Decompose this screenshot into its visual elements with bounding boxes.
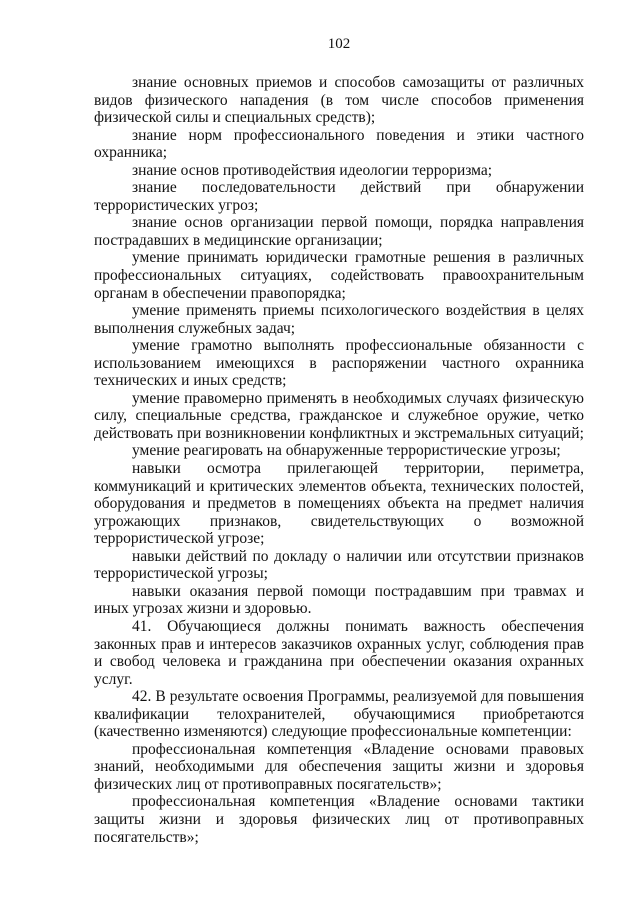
paragraph-competence-tactics: профессиональная компетенция «Владение основами тактики защиты жизни и здоровья физических лиц от противоправных посягательств»; — [94, 793, 584, 846]
paragraph-psychological-influence: умение применять приемы психологического воздействия в целях выполнения служебных задач; — [94, 302, 584, 337]
page-number: 102 — [327, 36, 351, 52]
paragraph-section-41: 41. Обучающиеся должны понимать важность обеспечения законных прав и интересов заказчиков охранных услуг, соблюдения прав и свобод человека и гражданина при обеспечении оказания охранных услуг. — [94, 617, 584, 688]
paragraph-self-defense: знание основных приемов и способов самозащиты от различных видов физического нападения (в том числе способов применения физической силы и специальных средств); — [94, 74, 584, 127]
paragraph-first-aid-skills: навыки оказания первой помощи пострадавшим при травмах и иных угрозах жизни и здоровью. — [94, 582, 584, 618]
paragraph-use-of-force: умение правомерно применять в необходимых случаях физическую силу, специальные средства, гражданское и служебное оружие, четко действовать при возникновении конфликтных и экстремальных ситуаций; — [94, 389, 584, 442]
paragraph-first-aid-organization: знание основ организации первой помощи, порядка направления пострадавших в медицинские организации; — [94, 214, 584, 249]
paragraph-anti-terrorism-ideology: знание основ противодействия идеологии терроризма; — [132, 161, 493, 179]
paragraph-professional-ethics: знание норм профессионального поведения и этики частного охранника; — [94, 126, 584, 162]
paragraph-inspection-skills: навыки осмотра прилегающей территории, периметра, коммуникаций и критических элементов объекта, технических полостей, оборудования и предметов в помещениях объекта на предмет наличия угрожающих признаков, свидетельствующих о возможной террористической угрозе; — [94, 460, 584, 548]
paragraph-threat-detection-sequence: знание последовательности действий при обнаружении террористических угроз; — [94, 179, 584, 214]
paragraph-professional-duties: умение грамотно выполнять профессиональные обязанности с использованием имеющихся в распоряжении частного охранника технических и иных средств; — [94, 337, 584, 390]
paragraph-competence-legal: профессиональная компетенция «Владение основами правовых знаний, необходимыми для обеспечения защиты жизни и здоровья физических лиц от противоправных посягательств»; — [94, 740, 584, 793]
paragraph-reporting-skills: навыки действий по докладу о наличии или отсутствии признаков террористической угрозы; — [94, 547, 584, 583]
paragraph-section-42: 42. В результате освоения Программы, реализуемой для повышения квалификации телохранителей, обучающимися приобретаются (качественно изменяются) следующие профессиональные компетенции: — [94, 688, 584, 741]
paragraph-legal-decisions: умение принимать юридически грамотные решения в различных профессиональных ситуациях, содействовать правоохранительным органам в обеспечении правопорядка; — [94, 249, 584, 302]
paragraph-react-to-threats: умение реагировать на обнаруженные террористические угрозы; — [132, 442, 561, 460]
